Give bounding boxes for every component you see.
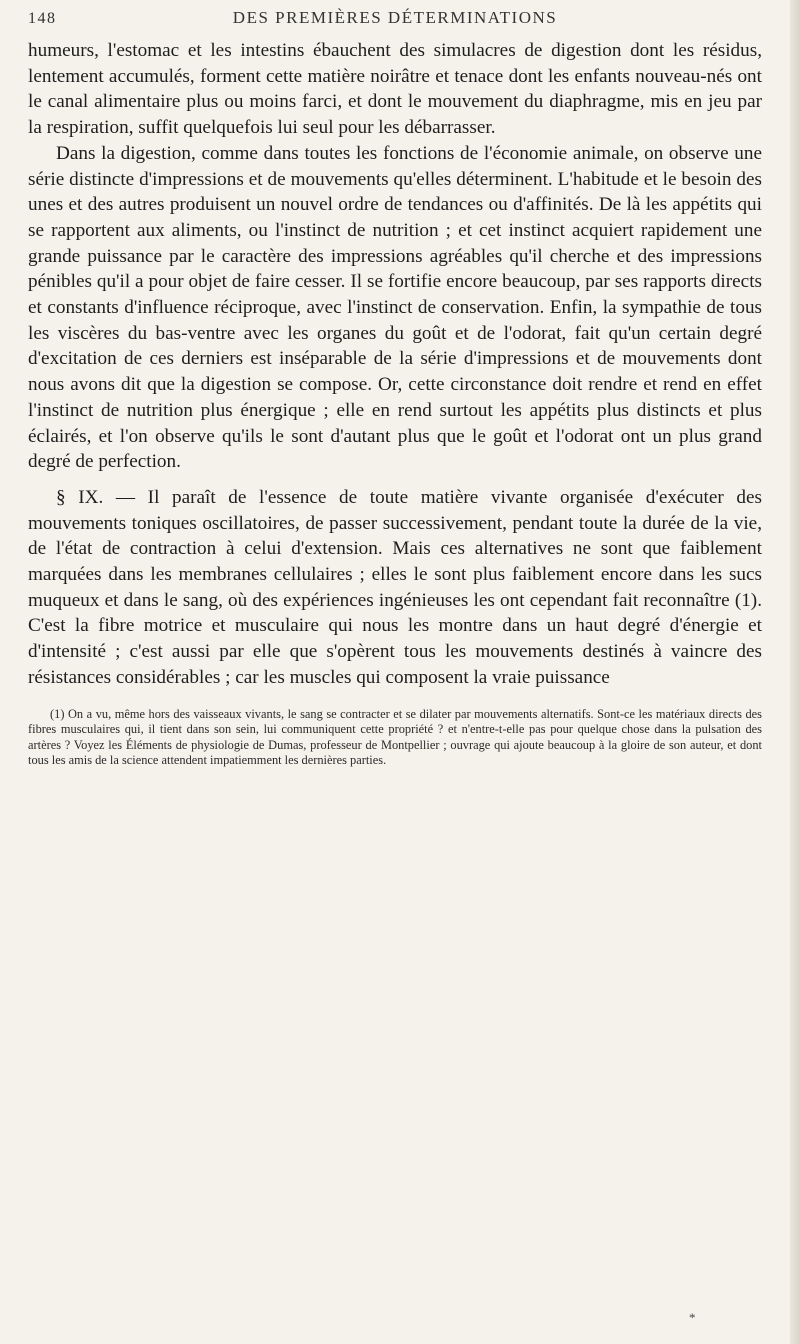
- signature-mark: *: [689, 1310, 696, 1325]
- section-spacer: [28, 475, 762, 485]
- page-header: [28, 8, 762, 38]
- page-number: 148: [28, 10, 57, 27]
- paragraph-digestion: Dans la digestion, comme dans toutes les fonctions de l'économie animale, on observe une série distincte d'impressions et de mouvements qu'elles déterminent. L'habitude et le besoin des unes et des autres produisent un nouvel ordre de tendances ou d'affinités. De là les appétits qui se rapportent aux aliments, ou l'instinct de nutrition ; et cet instinct acquiert rapidement une grande puissance par le caractère des impressions agréables qu'il cherche et des impressions pénibles qu'il a pour objet de faire cesser. Il se fortifie encore beaucoup, par ses rapports directs et constants d'influence réciproque, avec l'instinct de conservation. Enfin, la sympathie de tous les viscères du bas-ventre avec les organes du goût et de l'odorat, fait qu'un certain degré d'excitation de ces derniers est inséparable de la série d'impressions et de mouvements dont nous avons dit que la digestion se compose. Or, cette circonstance doit rendre et rend en effet l'instinct de nutrition plus énergique ; elle en rend surtout les appétits plus distincts et plus éclairés, et l'on observe qu'ils le sont d'autant plus que le goût et l'odorat ont un plus grand degré de perfection.: [28, 142, 762, 473]
- page-edge-shadow: [790, 0, 800, 1344]
- paragraph-section-ix: § IX. — Il paraît de l'essence de toute matière vivante organisée d'exécuter des mouvements toniques oscillatoires, de passer successivement, pendant toute la durée de la vie, de l'état de contraction à celui d'extension. Mais ces alternatives ne sont que faiblement marquées dans les membranes cellulaires ; elles le sont plus faiblement encore dans les sucs muqueux et dans le sang, où des expériences ingénieuses les ont cependant fait reconnaître (1). C'est la fibre motrice et musculaire qui nous les montre dans un haut degré d'énergie et d'intensité ; c'est aussi par elle que s'opèrent tous les mouvements destinés à vaincre des résistances considérables ; car les muscles qui composent la vraie puissance: [28, 486, 762, 688]
- paragraph-continuation: humeurs, l'estomac et les intestins ébauchent des simulacres de digestion dont les résidus, lentement accumulés, forment cette matière noirâtre et tenace dont les enfants nouveau-nés ont le canal alimentaire plus ou moins farci, et dont le mouvement du diaphragme, mis en jeu par la respiration, suffit quelquefois lui seul pour les débarrasser.: [28, 40, 762, 139]
- running-title: DES PREMIÈRES DÉTERMINATIONS: [232, 8, 558, 27]
- body-text: [28, 38, 762, 691]
- footnote-text: (1) On a vu, même hors des vaisseaux vivants, le sang se contracter et se dilater par mouvements alternatifs. Sont-ce les matériaux directs des fibres musculaires qui, il tient dans son sein, lui communiquent cette propriété ? et n'entre-t-elle pas pour quelque chose dans la pulsation des artères ? Voyez les Éléments de physiologie de Dumas, professeur de Montpellier ; ouvrage qui ajoute beaucoup à la gloire de son auteur, et dont tous les amis de la science attendent impatiemment les dernières parties.: [28, 706, 762, 768]
- footnote: [28, 707, 762, 769]
